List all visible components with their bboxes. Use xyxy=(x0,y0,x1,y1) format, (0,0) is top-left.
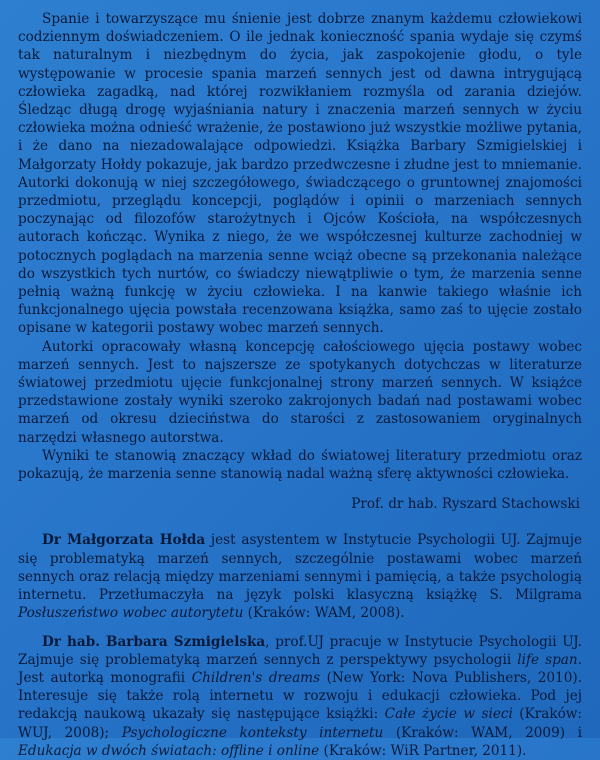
book-title: Psychologiczne konteksty internetu xyxy=(121,724,384,741)
bio-text: . Jest autorką monografii xyxy=(18,651,582,686)
term-life-span: life span xyxy=(517,651,578,668)
blurb-paragraph-3: Wyniki te stanowią znaczący wkład do światowej literatury przedmiotu oraz pokazują, że marzenia senne stanowią nadal ważną sferę aktywności człowieka. xyxy=(18,447,582,483)
book-title: Children's dreams xyxy=(191,669,321,686)
bio-text: (Kraków: WAM, 2009) i xyxy=(383,724,582,741)
section-gap xyxy=(18,623,582,633)
author-name-szmigielska: Dr hab. Barbara Szmigielska xyxy=(42,633,266,650)
section-gap xyxy=(18,513,582,531)
book-title: Posłuszeństwo wobec autorytetu xyxy=(18,605,244,622)
book-title: Całe życie w sieci xyxy=(384,706,513,723)
book-title: Edukacja w dwóch światach: offline i online xyxy=(18,742,320,759)
bio-text: (Kraków: WUJ, 2008); xyxy=(18,706,583,741)
bio-text: , prof.UJ pracuje w Instytucie Psychologii UJ. Zajmuje się problematyką marzeń sennych z perspektywy psychologii xyxy=(18,633,582,668)
author-bio-holda xyxy=(18,531,582,622)
blurb-paragraph-2: Autorki opracowały własną koncepcję całościowego ujęcia postawy wobec marzeń sennych. Jest to najszersze ze spotykanych dotychczas w literaturze światowej przedmiotu ujęcie funkcjonalnej strony marzeń sennych. W książce przedstawione zostały wyniki szeroko zakrojonych badań nad postawami wobec marzeń od okresu dzieciństwa do starości z zastosowaniem oryginalnych narzędzi własnego autorstwa. xyxy=(18,338,582,446)
author-bio-szmigielska xyxy=(18,633,582,760)
bio-text: (New York: Nova Publishers, 2010). Interesuje się także rolą internetu w rozwoju i edukacji człowieka. Pod jej redakcją naukową ukazały się następujące książki: xyxy=(18,669,582,723)
bio-text: jest asystentem w Instytucie Psychologii UJ. Zajmuje się problematyką marzeń sennych, szczególnie postawami wobec marzeń sennych oraz relacją między marzeniami sennymi i pamięcią, a także psychologią internetu. Przetłumaczyła na język polski klasyczną książkę S. Milgrama xyxy=(18,532,582,604)
reviewer-signature: Prof. dr hab. Ryszard Stachowski xyxy=(351,496,580,513)
author-name-holda: Dr Małgorzata Hołda xyxy=(42,532,206,549)
bio-text: (Kraków: WiR Partner, 2011). xyxy=(319,742,527,759)
blurb-paragraph-1: Spanie i towarzyszące mu śnienie jest dobrze znanym każdemu człowiekowi codziennym doświadczeniem. O ile jednak konieczność spania wydaje się czymś tak naturalnym i niezbędnym do życia, jak zaspokojenie głodu, o tyle występowanie w procesie spania marzeń sennych jest od dawna intrygującą człowieka zagadką, nad której rozwikłaniem rozmyśla od zarania dziejów. Śledząc długą drogę wyjaśniania natury i znaczenia marzeń sennych w życiu człowieka można odnieść wrażenie, że postawiono już wszystkie możliwe pytania, i że dano na niezadowalające odpowiedzi. Książka Barbary Szmigielskiej i Małgorzaty Hołdy pokazuje, jak bardzo przedwczesne i złudne jest to mniemanie. Autorki dokonują w niej szczegółowego, świadczącego o gruntownej znajomości przedmiotu, przeglądu koncepcji, poglądów i opinii o marzeniach sennych poczynając od filozofów starożytnych i Ojców Kościoła, na współczesnych autorach kończąc. Wynika z niego, że we współczesnej kulturze zachodniej w potocznych poglądach na marzenia senne wciąż obecne są przekonania należące do wszystkich tych nurtów, co świadczy niewątpliwie o tym, że marzenia senne pełnią ważną funkcję w życiu człowieka. I na kanwie takiego właśnie ich funkcjonalnego ujęcia powstała recenzowana książka, samo zaś to ujęcie zostało opisane w kategorii postawy wobec marzeń sennych. xyxy=(18,11,582,337)
bio-text: (Kraków: WAM, 2008). xyxy=(243,605,405,622)
